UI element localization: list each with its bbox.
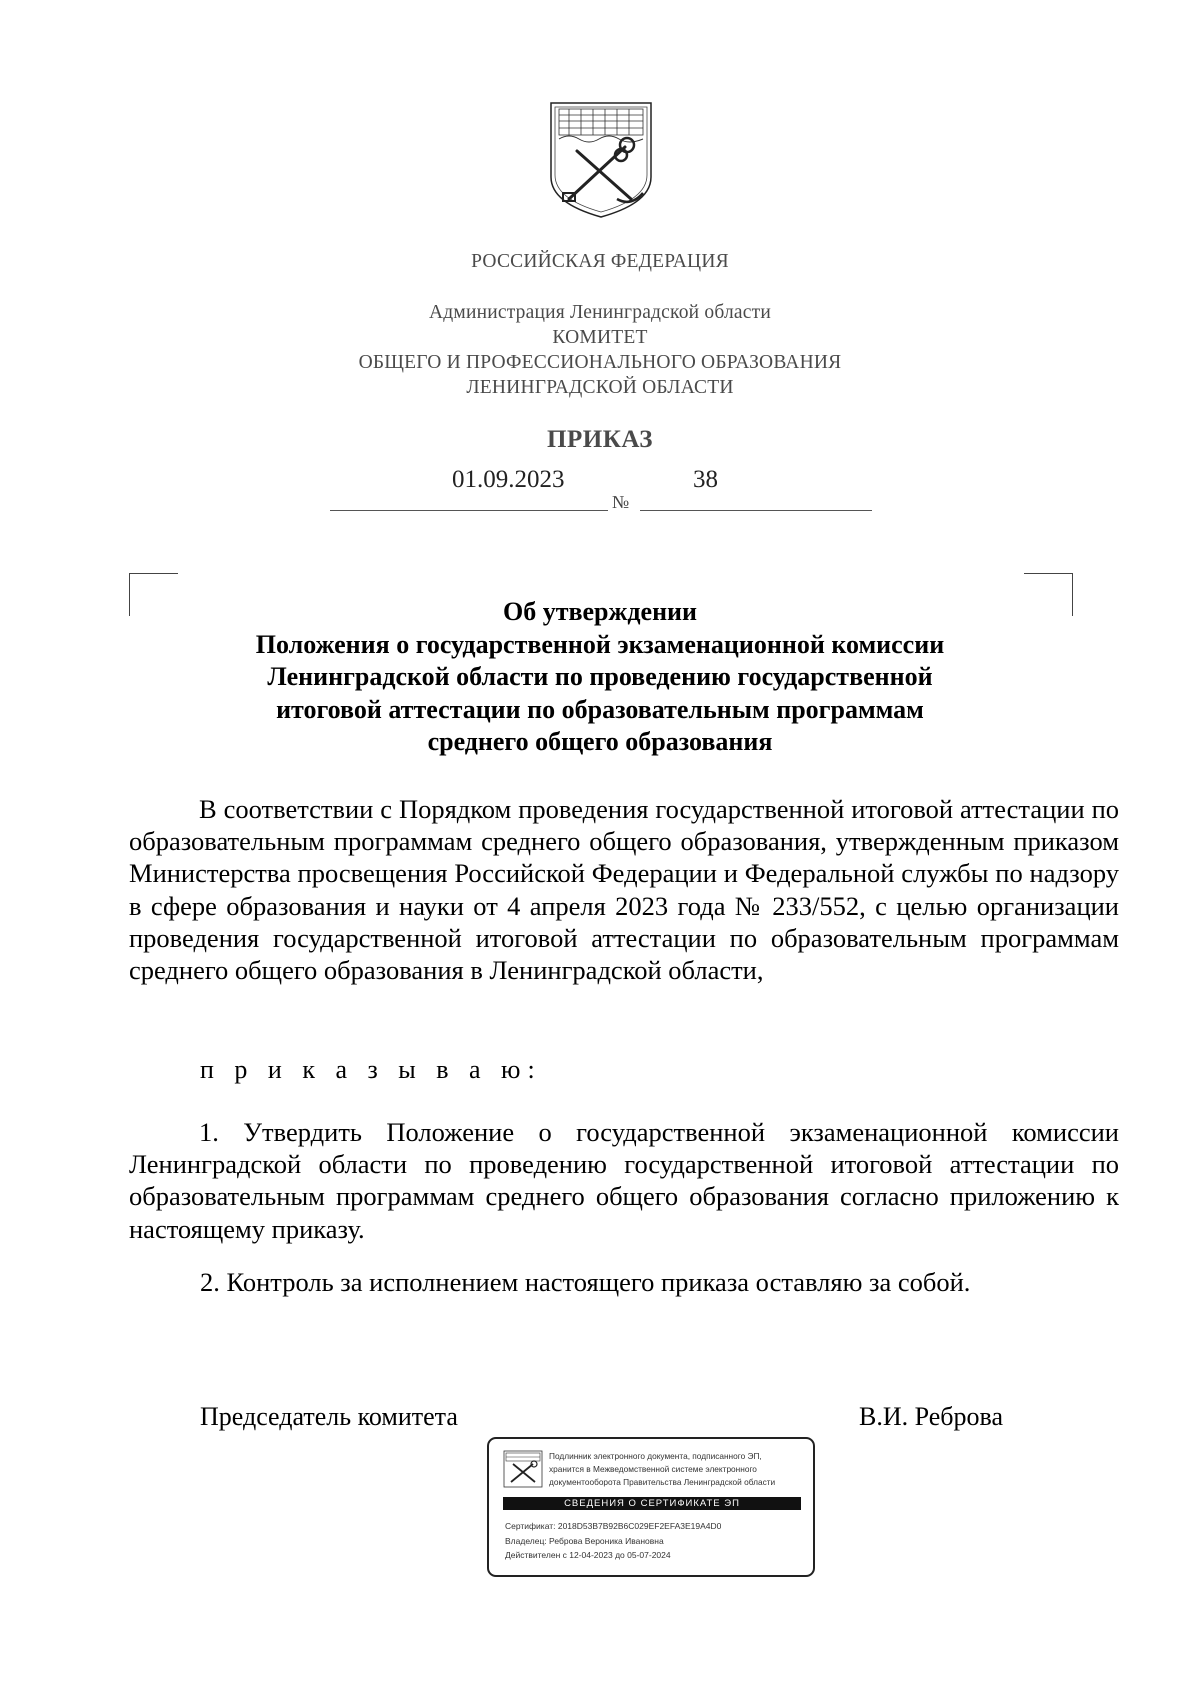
stamp-header-text (549, 1450, 775, 1489)
stamp-line: документооборота Правительства Ленинградской области (549, 1477, 776, 1487)
stamp-owner: Владелец: Реброва Вероника Ивановна (505, 1535, 664, 1546)
date-underline (330, 510, 608, 511)
item-1-paragraph (129, 1116, 1119, 1245)
administration-name: Администрация Ленинградской области (429, 302, 771, 323)
title-line: Об утверждении (502, 597, 698, 626)
order-number: 38 (693, 466, 718, 493)
preamble-text: В соответствии с Порядком проведения государственной итоговой аттестации по образовательным программам среднего общего образования, утвержденным приказом Министерства просвещения Российской Федерации и Федеральной службы по надзору в сфере образования и науки от 4 апреля 2023 года № 233/552, с целью организации проведения государственной итоговой аттестации по образовательным программам среднего общего образования в Ленинградской области, (129, 794, 1119, 986)
title-line: итоговой аттестации по образовательным программам (276, 694, 924, 724)
coat-of-arms-emblem (547, 99, 655, 219)
electronic-signature-stamp (487, 1437, 815, 1577)
stamp-details (505, 1519, 721, 1563)
title-line: Положения о государственной экзаменационной комиссии (255, 629, 945, 659)
stamp-certificate-bar: СВЕДЕНИЯ О СЕРТИФИКАТЕ ЭП (503, 1497, 801, 1510)
item-1-text: 1. Утвердить Положение о государственной экзаменационной комиссии Ленинградской области по проведению государственной итоговой аттестации по образовательным программам среднего общего образования согласно приложению к настоящему приказу. (129, 1117, 1119, 1244)
committee-name-line2: ОБЩЕГО И ПРОФЕССИОНАЛЬНОГО ОБРАЗОВАНИЯ (358, 352, 842, 373)
preamble-paragraph (129, 793, 1119, 986)
number-underline (640, 510, 872, 511)
stamp-emblem-icon (503, 1450, 543, 1488)
number-sign: № (612, 492, 630, 512)
order-type: ПРИКАЗ (547, 426, 653, 453)
title-line: Ленинградской области по проведению государственной (267, 662, 933, 691)
signer-position: Председатель комитета (200, 1402, 458, 1431)
committee-label: КОМИТЕТ (552, 327, 648, 348)
stamp-certificate: Сертификат: 2018D53B7B92B6C029EF2EFA3E19A4D0 (505, 1521, 722, 1531)
signer-name: В.И. Реброва (859, 1402, 1003, 1431)
title-line: среднего общего образования (427, 727, 773, 756)
stamp-line: Подлинник электронного документа, подписанного ЭП, (549, 1451, 762, 1461)
stamp-line: хранится в Межведомственной системе электронного (549, 1464, 757, 1474)
item-2-text: 2. Контроль за исполнением настоящего приказа оставляю за собой. (200, 1267, 971, 1297)
document-title (130, 596, 1070, 759)
stamp-validity: Действителен с 12-04-2023 до 05-07-2024 (505, 1550, 671, 1560)
country-name: РОССИЙСКАЯ ФЕДЕРАЦИЯ (471, 251, 729, 272)
order-date: 01.09.2023 (452, 466, 565, 493)
order-word: п р и к а з ы в а ю: (200, 1055, 542, 1084)
committee-name-line3: ЛЕНИНГРАДСКОЙ ОБЛАСТИ (466, 377, 734, 398)
